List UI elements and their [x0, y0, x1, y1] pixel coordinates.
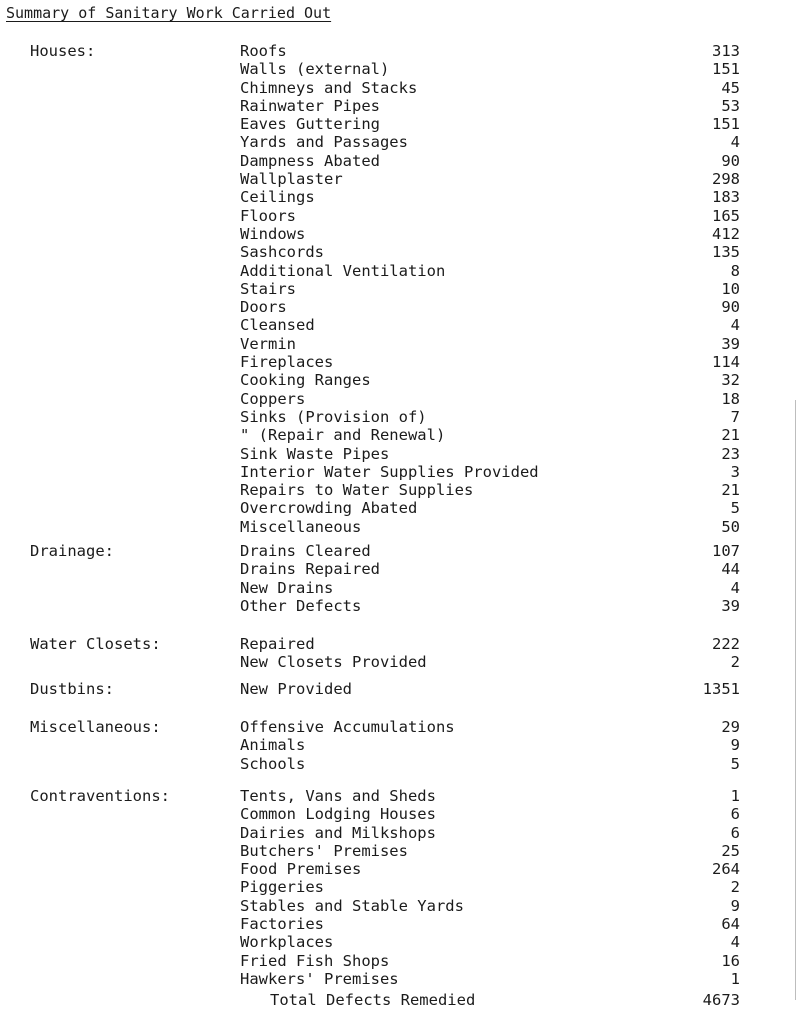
section-label: Drainage:: [30, 542, 114, 560]
item-name: Rainwater Pipes: [240, 96, 380, 115]
item-name: " (Repair and Renewal): [240, 426, 446, 445]
item-count: 3: [730, 462, 740, 481]
item-count: 151: [712, 60, 740, 79]
list-item: [240, 878, 740, 896]
item-name: Common Lodging Houses: [240, 805, 436, 824]
list-item: [240, 243, 740, 261]
section-rows: [240, 42, 740, 536]
item-name: Eaves Guttering: [240, 115, 380, 134]
item-name: New Provided: [240, 680, 352, 698]
list-item: [240, 499, 740, 517]
item-name: Yards and Passages: [240, 133, 408, 152]
list-item: [240, 152, 740, 170]
item-count: 264: [712, 860, 740, 879]
item-name: Food Premises: [240, 860, 362, 879]
item-name: Repairs to Water Supplies: [240, 481, 474, 500]
item-count: 50: [721, 517, 740, 536]
list-item: [240, 298, 740, 316]
list-item: [240, 805, 740, 823]
section-label: Water Closets:: [30, 635, 161, 653]
page-title: Summary of Sanitary Work Carried Out: [6, 4, 332, 22]
list-item: [240, 542, 740, 560]
total-label: Total Defects Remedied: [270, 991, 476, 1009]
item-count: 298: [712, 170, 740, 189]
list-item: [240, 188, 740, 206]
item-name: Miscellaneous: [240, 517, 362, 536]
list-item: [240, 280, 740, 298]
item-name: Wallplaster: [240, 170, 343, 189]
item-count: 151: [712, 115, 740, 134]
section-label: Contraventions:: [30, 787, 170, 805]
item-count: 2: [730, 878, 740, 897]
item-name: Sashcords: [240, 243, 324, 262]
list-item: [240, 736, 740, 754]
list-item: [240, 991, 740, 1009]
item-name: Cleansed: [240, 316, 315, 335]
list-item: [240, 353, 740, 371]
list-item: [240, 787, 740, 805]
section-label: Miscellaneous:: [30, 718, 161, 736]
list-item: [240, 635, 740, 653]
item-name: Sinks (Provision of): [240, 407, 427, 426]
list-item: [240, 133, 740, 151]
item-name: Stairs: [240, 279, 296, 298]
item-count: 5: [730, 499, 740, 518]
item-count: 412: [712, 224, 740, 243]
list-item: [240, 518, 740, 536]
list-item: [240, 463, 740, 481]
item-count: 4: [730, 133, 740, 152]
item-count: 16: [721, 951, 740, 970]
list-item: [240, 170, 740, 188]
item-name: Hawkers' Premises: [240, 969, 399, 988]
list-item: [240, 42, 740, 60]
item-name: Schools: [240, 754, 306, 773]
item-count: 90: [721, 151, 740, 170]
item-name: Chimneys and Stacks: [240, 78, 418, 97]
item-name: Fireplaces: [240, 353, 334, 372]
item-count: 44: [721, 560, 740, 579]
list-item: [240, 97, 740, 115]
item-name: Roofs: [240, 42, 287, 60]
item-count: 6: [730, 805, 740, 824]
item-count: 313: [712, 42, 740, 60]
section-rows: [240, 787, 740, 988]
item-count: 165: [712, 206, 740, 225]
item-count: 222: [712, 635, 740, 653]
list-item: [240, 560, 740, 578]
item-count: 39: [721, 596, 740, 615]
item-count: 32: [721, 371, 740, 390]
item-count: 4: [730, 933, 740, 952]
item-count: 9: [730, 736, 740, 755]
section-label: Houses:: [30, 42, 96, 60]
item-name: Fried Fish Shops: [240, 951, 390, 970]
item-count: 114: [712, 353, 740, 372]
page-edge-divider: [795, 400, 799, 1000]
list-item: [240, 408, 740, 426]
item-count: 45: [721, 78, 740, 97]
item-count: 9: [730, 896, 740, 915]
item-name: Floors: [240, 206, 296, 225]
item-name: Vermin: [240, 334, 296, 353]
list-item: [240, 755, 740, 773]
item-count: 8: [730, 261, 740, 280]
list-item: [240, 316, 740, 334]
item-name: Sink Waste Pipes: [240, 444, 390, 463]
item-count: 6: [730, 823, 740, 842]
item-count: 21: [721, 426, 740, 445]
list-item: [240, 915, 740, 933]
item-count: 21: [721, 481, 740, 500]
item-name: Piggeries: [240, 878, 324, 897]
list-item: [240, 952, 740, 970]
item-name: Ceilings: [240, 188, 315, 207]
item-name: Dairies and Milkshops: [240, 823, 436, 842]
item-name: New Drains: [240, 578, 334, 597]
item-name: Additional Ventilation: [240, 261, 446, 280]
item-name: Interior Water Supplies Provided: [240, 462, 539, 481]
list-item: [240, 933, 740, 951]
list-item: [240, 115, 740, 133]
item-count: 1351: [702, 680, 740, 698]
section-label: Dustbins:: [30, 680, 114, 698]
section-rows: [240, 991, 740, 1009]
item-count: 39: [721, 334, 740, 353]
total-count: 4673: [702, 991, 740, 1009]
list-item: [240, 207, 740, 225]
item-name: Stables and Stable Yards: [240, 896, 464, 915]
item-count: 23: [721, 444, 740, 463]
list-item: [240, 824, 740, 842]
list-item: [240, 842, 740, 860]
list-item: [240, 426, 740, 444]
item-name: Cooking Ranges: [240, 371, 371, 390]
item-count: 107: [712, 542, 740, 560]
item-name: Overcrowding Abated: [240, 499, 418, 518]
list-item: [240, 445, 740, 463]
item-count: 90: [721, 298, 740, 317]
item-name: Doors: [240, 298, 287, 317]
section-rows: [240, 635, 740, 672]
item-name: Walls (external): [240, 60, 390, 79]
list-item: [240, 335, 740, 353]
list-item: [240, 680, 740, 698]
item-count: 4: [730, 578, 740, 597]
item-count: 25: [721, 841, 740, 860]
item-count: 10: [721, 279, 740, 298]
item-count: 2: [730, 653, 740, 672]
item-count: 29: [721, 718, 740, 736]
item-count: 183: [712, 188, 740, 207]
item-name: Dampness Abated: [240, 151, 380, 170]
item-count: 18: [721, 389, 740, 408]
item-count: 5: [730, 754, 740, 773]
list-item: [240, 262, 740, 280]
item-name: Coppers: [240, 389, 306, 408]
item-name: Tents, Vans and Sheds: [240, 787, 436, 805]
item-name: Drains Repaired: [240, 560, 380, 579]
section-rows: [240, 542, 740, 615]
item-name: New Closets Provided: [240, 653, 427, 672]
list-item: [240, 79, 740, 97]
list-item: [240, 718, 740, 736]
item-count: 135: [712, 243, 740, 262]
list-item: [240, 225, 740, 243]
item-count: 64: [721, 915, 740, 934]
list-item: [240, 371, 740, 389]
item-name: Windows: [240, 224, 306, 243]
item-name: Butchers' Premises: [240, 841, 408, 860]
item-name: Factories: [240, 915, 324, 934]
section-rows: [240, 718, 740, 773]
item-name: Drains Cleared: [240, 542, 371, 560]
list-item: [240, 60, 740, 78]
list-item: [240, 897, 740, 915]
item-name: Workplaces: [240, 933, 334, 952]
item-count: 53: [721, 96, 740, 115]
item-count: 4: [730, 316, 740, 335]
item-count: 1: [730, 787, 740, 805]
list-item: [240, 579, 740, 597]
list-item: [240, 970, 740, 988]
item-name: Offensive Accumulations: [240, 718, 455, 736]
list-item: [240, 653, 740, 671]
list-item: [240, 481, 740, 499]
list-item: [240, 390, 740, 408]
item-name: Repaired: [240, 635, 315, 653]
item-count: 1: [730, 969, 740, 988]
item-name: Animals: [240, 736, 306, 755]
section-rows: [240, 680, 740, 698]
list-item: [240, 860, 740, 878]
item-count: 7: [730, 407, 740, 426]
item-name: Other Defects: [240, 596, 362, 615]
list-item: [240, 597, 740, 615]
